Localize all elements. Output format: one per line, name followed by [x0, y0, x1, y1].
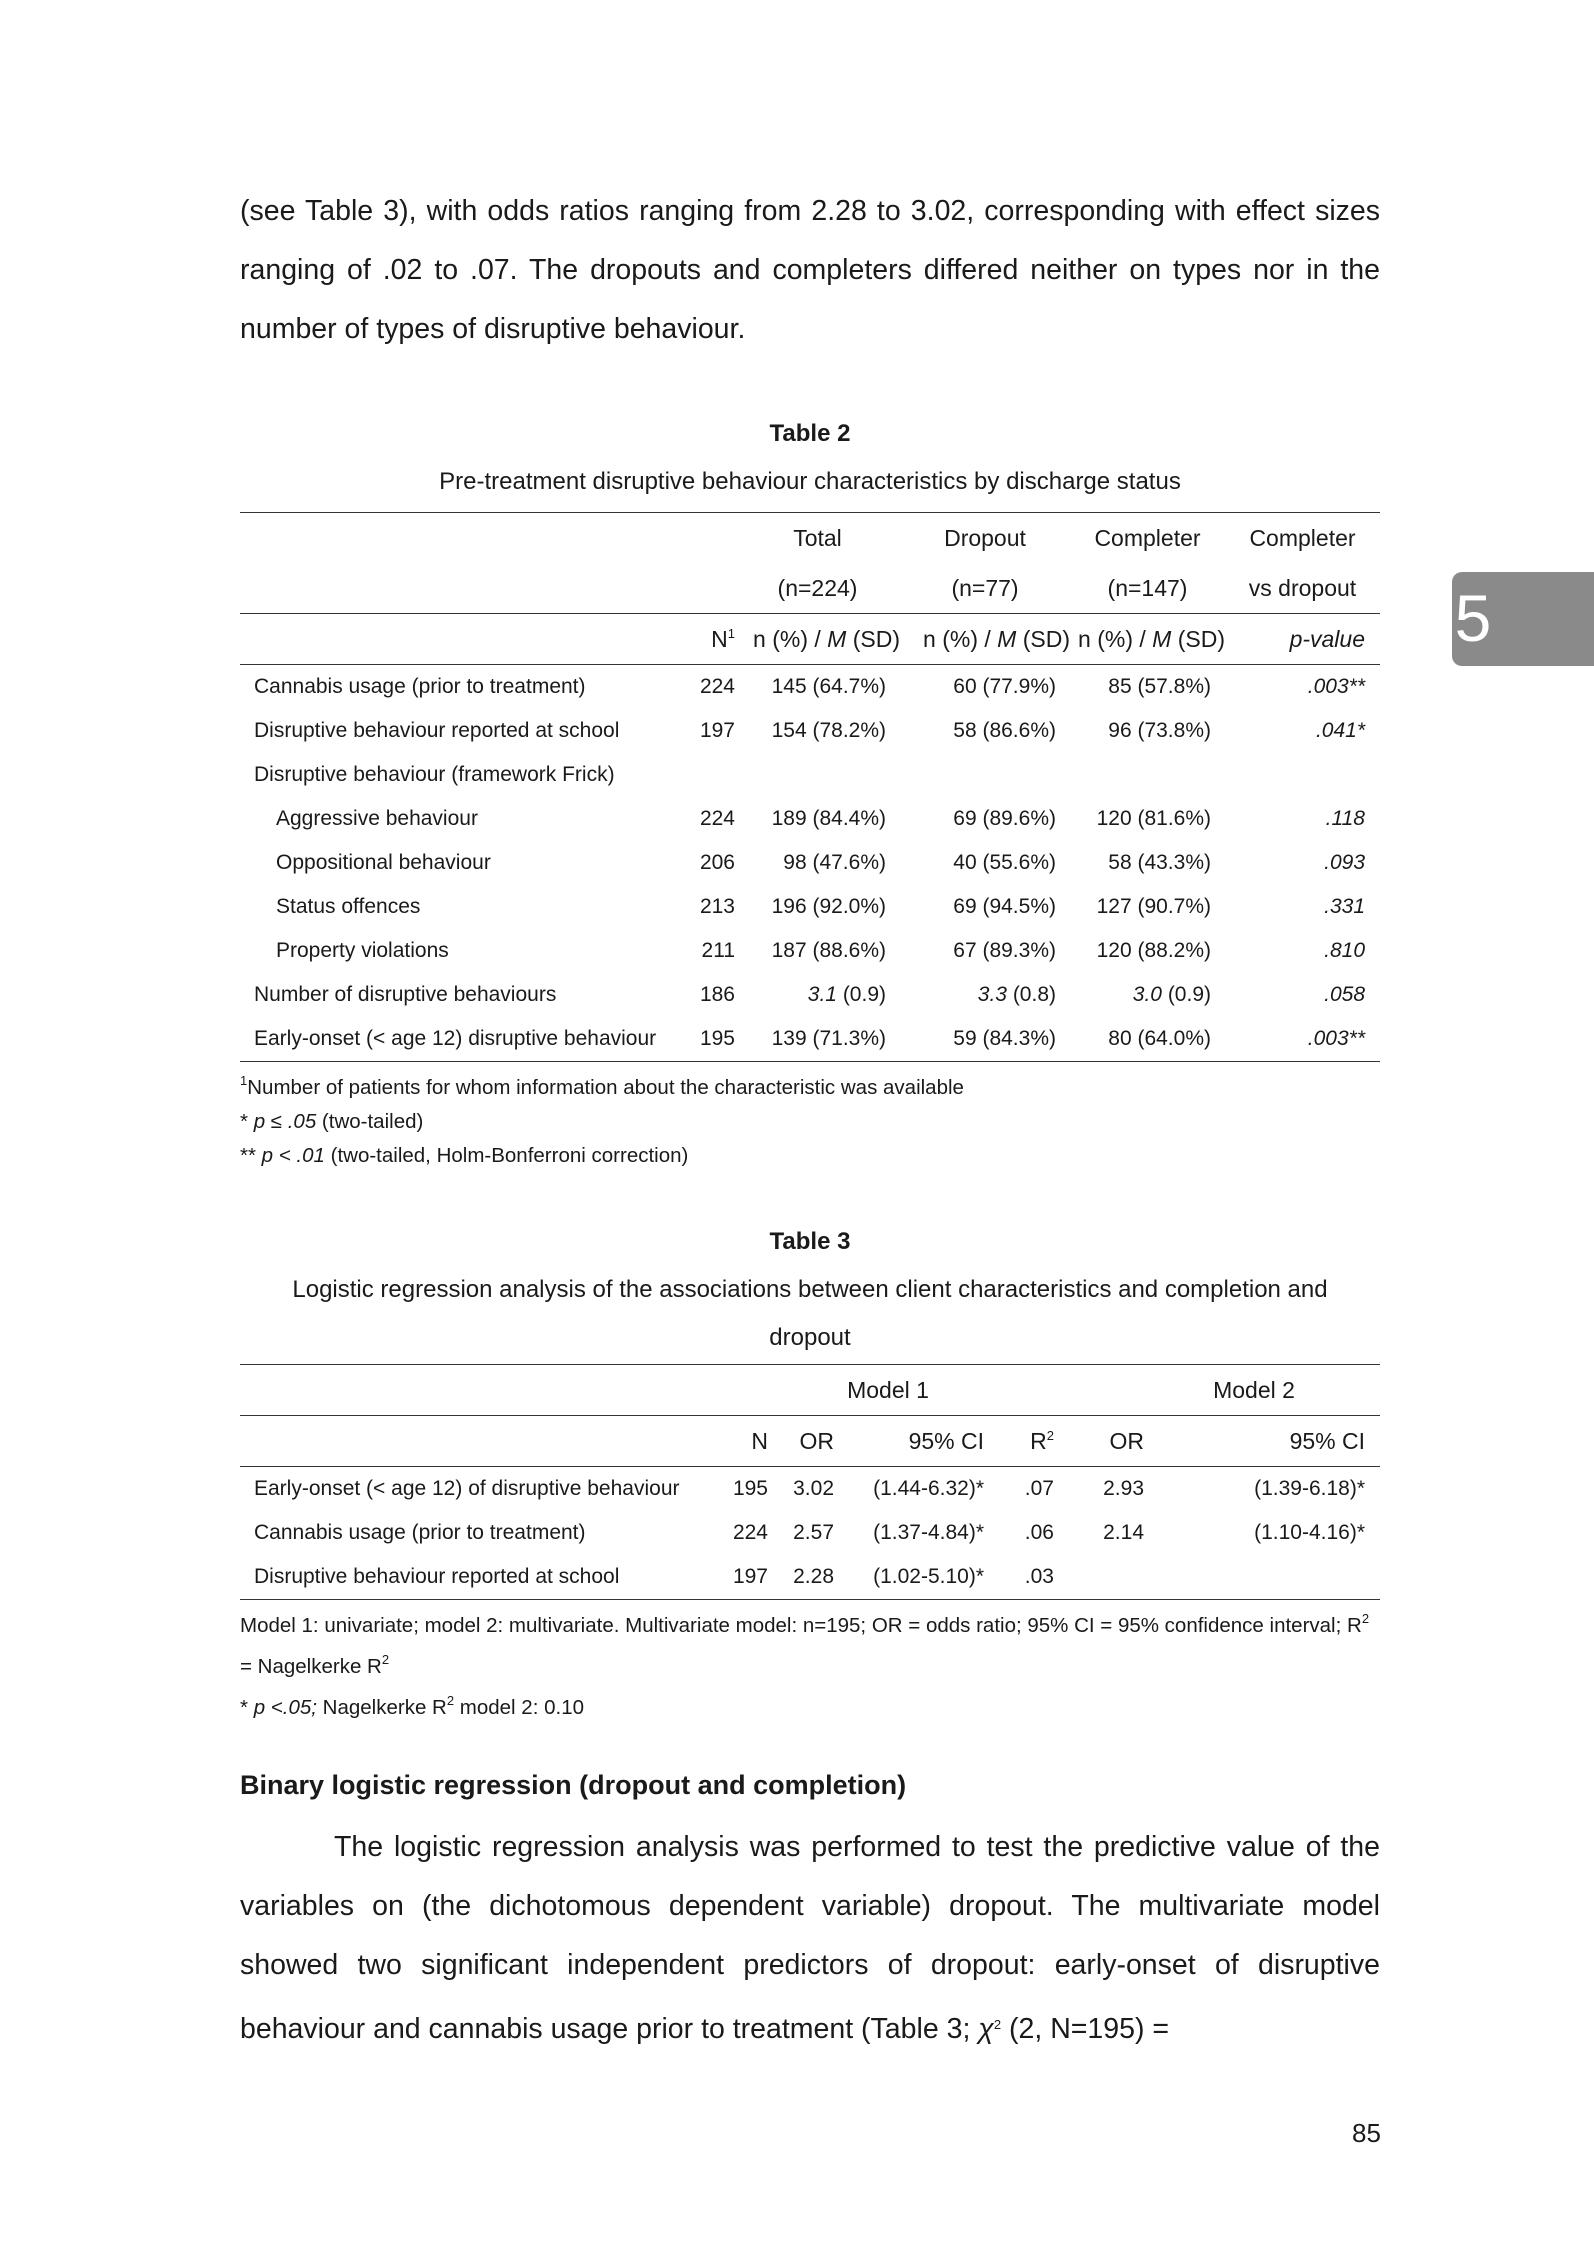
table-row: [240, 1511, 1380, 1555]
row-p-value: [1225, 753, 1380, 797]
row-or2: [1068, 1555, 1158, 1600]
row-n: 195: [680, 1017, 735, 1062]
row-ci2: [1158, 1555, 1380, 1600]
row-dropout: 60 (77.9%): [953, 675, 1056, 698]
row-label: Early-onset (< age 12) disruptive behaviour: [240, 1017, 680, 1062]
col-stat-total: n (%) / M (SD): [735, 614, 900, 665]
col-or-2: OR: [1068, 1416, 1158, 1467]
col-r2: $R^2$: [998, 1416, 1068, 1467]
row-n: 224: [699, 675, 735, 698]
row-label: Cannabis usage (prior to treatment): [254, 1521, 586, 1544]
row-completer: [1070, 753, 1225, 797]
col-p-value: p-value: [1225, 614, 1380, 665]
row-dropout: 67 (89.3%): [953, 939, 1056, 962]
row-ci1: (1.02-5.10)*: [848, 1555, 998, 1600]
table-2-header-row-3: [240, 614, 1380, 665]
row-n: 206: [699, 851, 735, 874]
row-completer: 120 (81.6%): [1096, 807, 1211, 830]
row-n: 224: [732, 1521, 768, 1544]
row-r2: .06: [1024, 1521, 1054, 1544]
table-2-footnote-2: * p ≤ .05 (two-tailed): [240, 1110, 424, 1133]
col-dropout-n: (n=77): [951, 574, 1019, 601]
row-total: [735, 753, 900, 797]
row-completer: 3.0 (0.9): [1132, 983, 1211, 1006]
table-2-footnote-1: $^1$Number of patients for whom information about the characteristic was available: [240, 1073, 964, 1099]
row-label: Disruptive behaviour reported at school: [254, 719, 620, 742]
col-total-n: (n=224): [777, 574, 858, 601]
row-label: Property violations: [276, 939, 449, 962]
row-total: 98 (47.6%): [783, 851, 886, 874]
col-dropout: Dropout: [900, 513, 1070, 564]
row-or1: 2.57: [793, 1521, 834, 1544]
row-total: 196 (92.0%): [771, 895, 886, 918]
paragraph-1: (see Table 3), with odds ratios ranging from 2.28 to 3.02, corresponding with effect sizes ranging of .02 to .07. The dropouts and completers differed neither on types nor in the number of types of disruptive behaviour.: [240, 195, 1380, 345]
col-completer: Completer: [1070, 513, 1225, 564]
row-completer: 80 (64.0%): [1070, 1017, 1225, 1062]
table-3-caption-line-2: dropout: [769, 1324, 851, 1351]
row-label: Cannabis usage (prior to treatment): [254, 675, 586, 698]
row-p-value: .093: [1324, 851, 1365, 874]
table-2-footnote-3: ** p < .01 (two-tailed, Holm-Bonferroni correction): [240, 1144, 689, 1167]
row-n: [680, 753, 735, 797]
table-row: [240, 973, 1380, 1017]
row-n: 197: [718, 1555, 768, 1600]
table-3-header-row-1: [240, 1365, 1380, 1416]
table-row: [240, 841, 1380, 885]
col-or-1: OR: [768, 1416, 848, 1467]
col-total: Total: [735, 513, 900, 564]
row-dropout: 59 (84.3%): [900, 1017, 1070, 1062]
row-p-value: .058: [1324, 983, 1365, 1006]
row-total: 145 (64.7%): [771, 675, 886, 698]
table-row: [240, 709, 1380, 753]
row-total: 154 (78.2%): [771, 719, 886, 742]
row-dropout: 69 (94.5%): [953, 895, 1056, 918]
row-dropout: 40 (55.6%): [953, 851, 1056, 874]
table-2-caption: Pre-treatment disruptive behaviour characteristics by discharge status: [439, 468, 1181, 495]
table-2-header-row-2: [240, 563, 1380, 614]
model-2-header: Model 2: [1068, 1365, 1380, 1416]
table-row: [240, 1467, 1380, 1512]
col-stat-dropout: n (%) / M (SD): [900, 614, 1070, 665]
row-n: 211: [701, 939, 735, 962]
row-p-value: .041*: [1315, 719, 1365, 742]
table-2: [240, 410, 1380, 1173]
row-or1: 3.02: [793, 1477, 834, 1500]
table-3-grid: [240, 1364, 1380, 1600]
table-3-footnote-2: * p <.05; Nagelkerke $R^2$ model 2: 0.10: [240, 1693, 584, 1719]
col-completer-n: (n=147): [1107, 574, 1188, 601]
row-label: Number of disruptive behaviours: [254, 983, 557, 1006]
col-n: N: [718, 1416, 768, 1467]
row-or1: 2.28: [768, 1555, 848, 1600]
row-n: 186: [699, 983, 735, 1006]
row-label: Disruptive behaviour reported at school: [240, 1555, 718, 1600]
table-2-grid: [240, 512, 1380, 1062]
table-3: [240, 1218, 1380, 1725]
row-completer: 96 (73.8%): [1108, 719, 1211, 742]
row-ci1: (1.44-6.32)*: [873, 1477, 984, 1500]
chapter-tab: [1452, 572, 1594, 666]
row-total: 139 (71.3%): [735, 1017, 900, 1062]
row-label: Early-onset (< age 12) of disruptive behaviour: [254, 1477, 680, 1500]
table-2-title: Table 2: [769, 420, 851, 447]
col-stat-completer: n (%) / M (SD): [1070, 614, 1225, 665]
chapter-number: 5: [1454, 581, 1492, 655]
table-row: [240, 885, 1380, 929]
row-dropout: 3.3 (0.8): [977, 983, 1056, 1006]
paragraph-2: The logistic regression analysis was performed to test the predictive value of the variables on (the dichotomous dependent variable) dropout. The multivariate model showed two significant independent predictors of dropout: early-onset of disruptive behaviour and cannabis usage prior to treatment (Table 3; $\chi^2$ (2, N=195) =: [240, 1831, 1380, 2045]
table-row: [240, 797, 1380, 841]
col-comparison-sub: vs dropout: [1248, 574, 1357, 601]
table-row: [240, 929, 1380, 973]
table-3-title: Table 3: [769, 1228, 851, 1255]
row-dropout: 58 (86.6%): [953, 719, 1056, 742]
model-1-header: Model 1: [718, 1365, 998, 1416]
col-ci-1: 95% CI: [848, 1416, 998, 1467]
table-row: [240, 753, 1380, 797]
row-r2: .07: [1024, 1477, 1054, 1500]
row-p-value: .003**: [1225, 1017, 1380, 1062]
col-comparison: Completer: [1225, 513, 1380, 564]
table-row: [240, 665, 1380, 710]
row-total: 3.1 (0.9): [807, 983, 886, 1006]
row-completer: 127 (90.7%): [1096, 895, 1211, 918]
row-n: 213: [699, 895, 735, 918]
section-heading: Binary logistic regression (dropout and completion): [240, 1770, 907, 1800]
row-or2: 2.14: [1103, 1521, 1144, 1544]
row-p-value: .003**: [1307, 675, 1365, 698]
table-3-caption-line-1: Logistic regression analysis of the associations between client characteristics and completion and: [292, 1276, 1328, 1303]
row-label: Status offences: [276, 895, 421, 918]
row-total: 187 (88.6%): [771, 939, 886, 962]
row-dropout: [900, 753, 1070, 797]
row-label: Aggressive behaviour: [276, 807, 478, 830]
row-completer: 58 (43.3%): [1108, 851, 1211, 874]
col-ci-2: 95% CI: [1158, 1416, 1380, 1467]
col-n: $N^1$: [680, 614, 735, 665]
table-3-footnote-1: Model 1: univariate; model 2: multivariate. Multivariate model: n=195; OR = odds ratio; 95% CI = 95% confidence interval; $R^2$ = Nagelkerke $R^2$: [240, 1611, 1370, 1678]
row-p-value: .118: [1325, 807, 1365, 830]
row-or2: 2.93: [1103, 1477, 1144, 1500]
row-label: Disruptive behaviour (framework Frick): [254, 763, 615, 786]
table-3-header-row-2: [240, 1416, 1380, 1467]
row-completer: 120 (88.2%): [1096, 939, 1211, 962]
row-r2: .03: [998, 1555, 1068, 1600]
row-label: Oppositional behaviour: [276, 851, 491, 874]
row-ci2: (1.39-6.18)*: [1254, 1477, 1365, 1500]
row-completer: 85 (57.8%): [1108, 675, 1211, 698]
row-n: 195: [732, 1477, 768, 1500]
row-ci1: (1.37-4.84)*: [873, 1521, 984, 1544]
row-total: 189 (84.4%): [771, 807, 886, 830]
row-p-value: .810: [1324, 939, 1365, 962]
row-dropout: 69 (89.6%): [953, 807, 1056, 830]
row-ci2: (1.10-4.16)*: [1254, 1521, 1365, 1544]
row-n: 197: [699, 719, 735, 742]
table-row: [240, 1555, 1380, 1600]
table-2-header-row-1: [240, 513, 1380, 564]
row-n: 224: [699, 807, 735, 830]
table-row: [240, 1017, 1380, 1062]
row-p-value: .331: [1324, 895, 1365, 918]
page-number: 85: [1352, 2118, 1381, 2148]
